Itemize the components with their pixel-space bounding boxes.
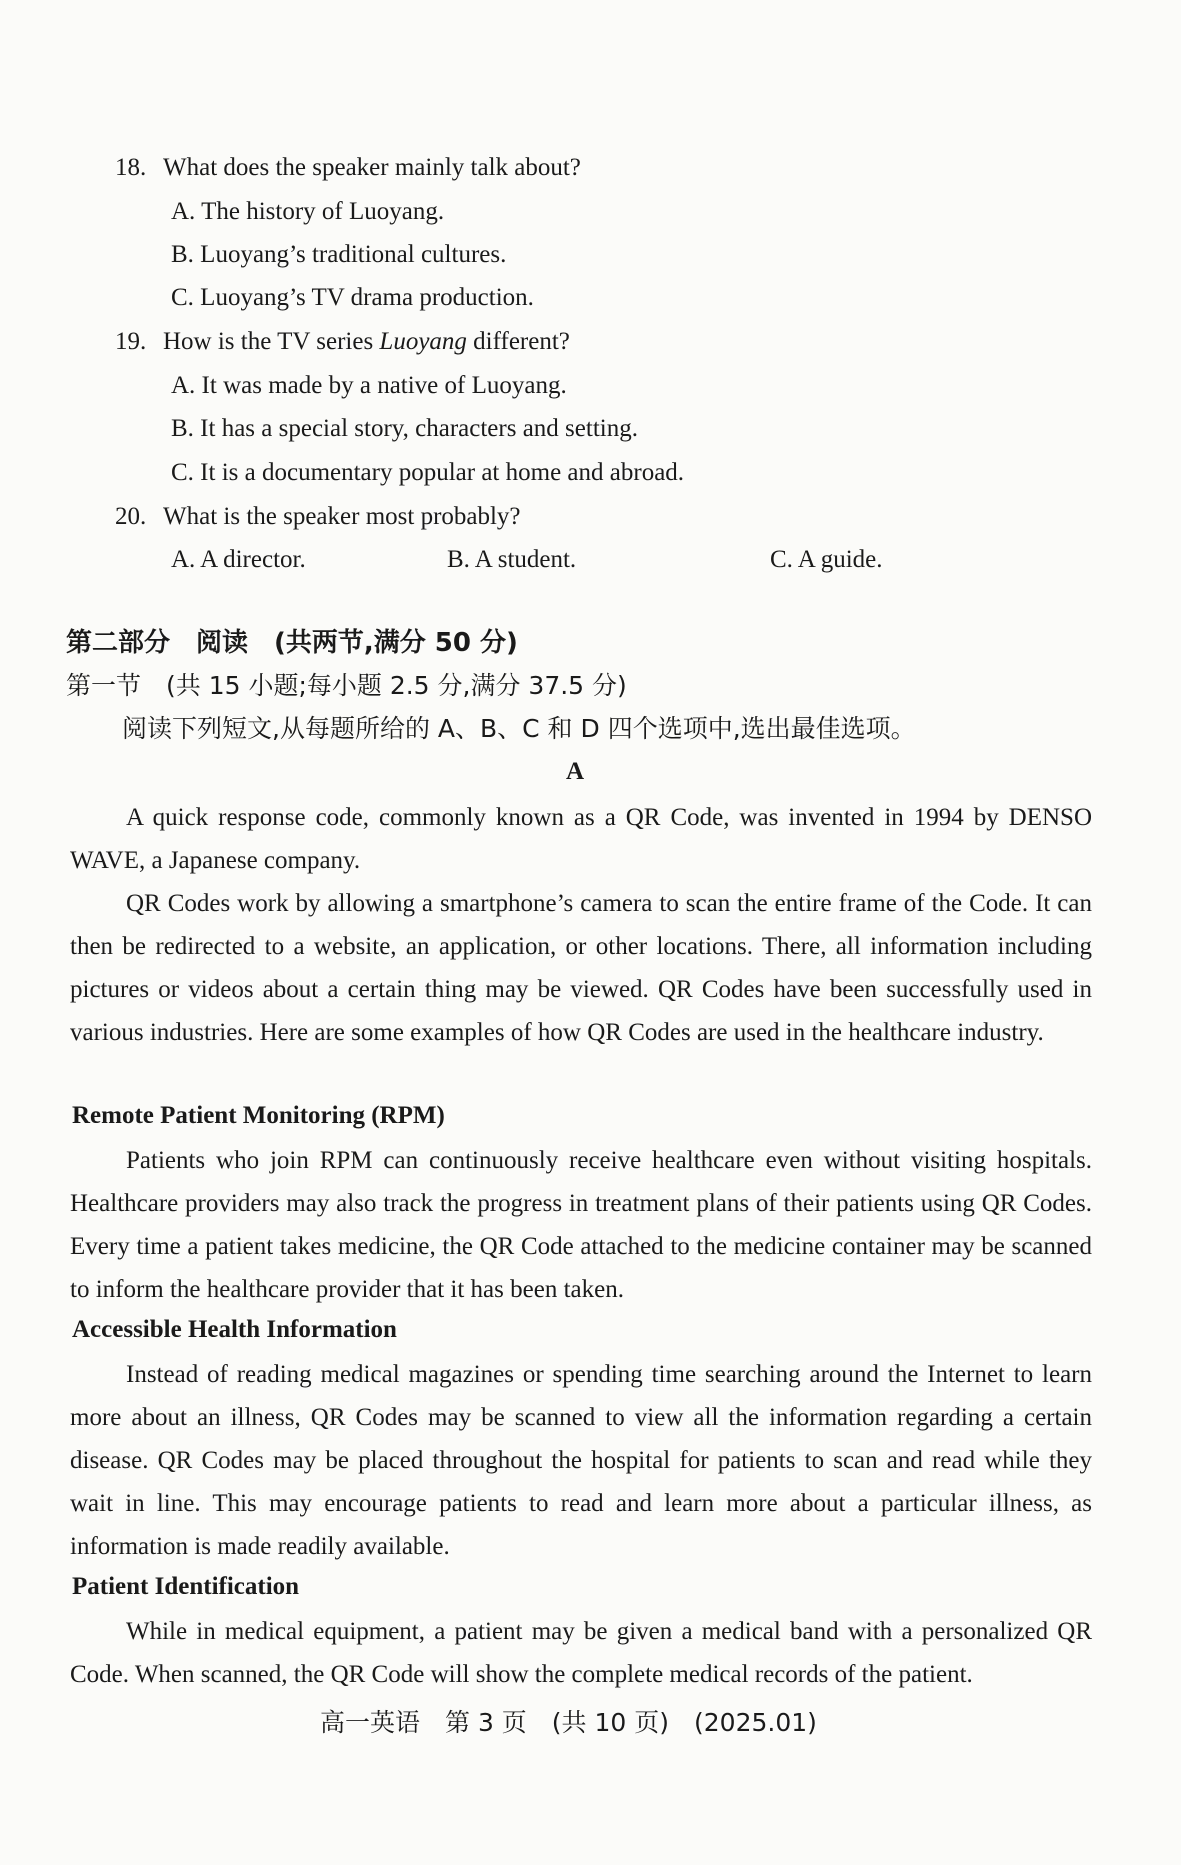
subheading-health-info: Accessible Health Information — [72, 1316, 397, 1343]
passage-paragraph-3: Patients who join RPM can continuously receive healthcare even without visiting hospitals. Healthcare providers may also track the progress in treatment plans of their patients using QR Codes. Every time a patient takes medicine, the QR Code attached to the medicine container may be scanned to inform the healthcare provider that it has been taken. — [70, 1147, 1092, 1303]
question-20-stem — [115, 502, 521, 532]
question-18-number: 18. — [115, 154, 147, 181]
question-19-option-b: B. It has a special story, characters and setting. — [171, 415, 638, 442]
question-18-option-a: A. The history of Luoyang. — [171, 198, 445, 225]
question-18-option-b: B. Luoyang’s traditional cultures. — [171, 241, 507, 268]
question-19-text-pre: How is the TV series — [163, 328, 380, 355]
question-19-text-post: different? — [466, 328, 570, 355]
question-18-option-c: C. Luoyang’s TV drama production. — [171, 284, 534, 311]
reading-instruction: 阅读下列短文,从每题所给的 A、B、C 和 D 四个选项中,选出最佳选项。 — [122, 714, 916, 743]
question-18-text: What does the speaker mainly talk about? — [163, 154, 581, 181]
subheading-patient-id: Patient Identification — [72, 1573, 300, 1600]
passage-label: A — [566, 758, 585, 785]
question-19-stem — [115, 327, 570, 357]
question-18-stem — [115, 153, 581, 183]
question-20-number: 20. — [115, 503, 147, 530]
question-20-text: What is the speaker most probably? — [163, 503, 521, 530]
question-20-option-b: B. A student. — [447, 546, 577, 573]
section-one-heading: 第一节 (共 15 小题;每小题 2.5 分,满分 37.5 分) — [66, 671, 627, 700]
page-footer: 高一英语 第 3 页 (共 10 页) (2025.01) — [320, 1708, 817, 1737]
question-19-title-italic: Luoyang — [379, 328, 467, 355]
question-19-number: 19. — [115, 328, 147, 355]
question-19-option-c: C. It is a documentary popular at home and abroad. — [171, 459, 685, 486]
question-20-option-c: C. A guide. — [770, 546, 883, 573]
passage-paragraph-5: While in medical equipment, a patient may be given a medical band with a personalized QR Code. When scanned, the QR Code will show the complete medical records of the patient. — [70, 1618, 1092, 1688]
part-two-heading: 第二部分 阅读 (共两节,满分 50 分) — [66, 628, 518, 658]
question-20-option-a: A. A director. — [171, 546, 306, 573]
question-19-option-a: A. It was made by a native of Luoyang. — [171, 372, 567, 399]
subheading-rpm: Remote Patient Monitoring (RPM) — [72, 1102, 445, 1129]
passage-paragraph-1: A quick response code, commonly known as a QR Code, was invented in 1994 by DENSO WAVE, a Japanese company. — [70, 804, 1092, 874]
passage-paragraph-4: Instead of reading medical magazines or spending time searching around the Internet to learn more about an illness, QR Codes may be scanned to view all the information regarding a certain disease. QR Codes may be placed throughout the hospital for patients to scan and read while they wait in line. This may encourage patients to read and learn more about a particular illness, as information is made readily available. — [70, 1361, 1092, 1560]
passage-paragraph-2: QR Codes work by allowing a smartphone’s camera to scan the entire frame of the Code. It can then be redirected to a website, an application, or other locations. There, all information including pictures or videos about a certain thing may be viewed. QR Codes have been successfully used in various industries. Here are some examples of how QR Codes are used in the healthcare industry. — [70, 890, 1092, 1046]
